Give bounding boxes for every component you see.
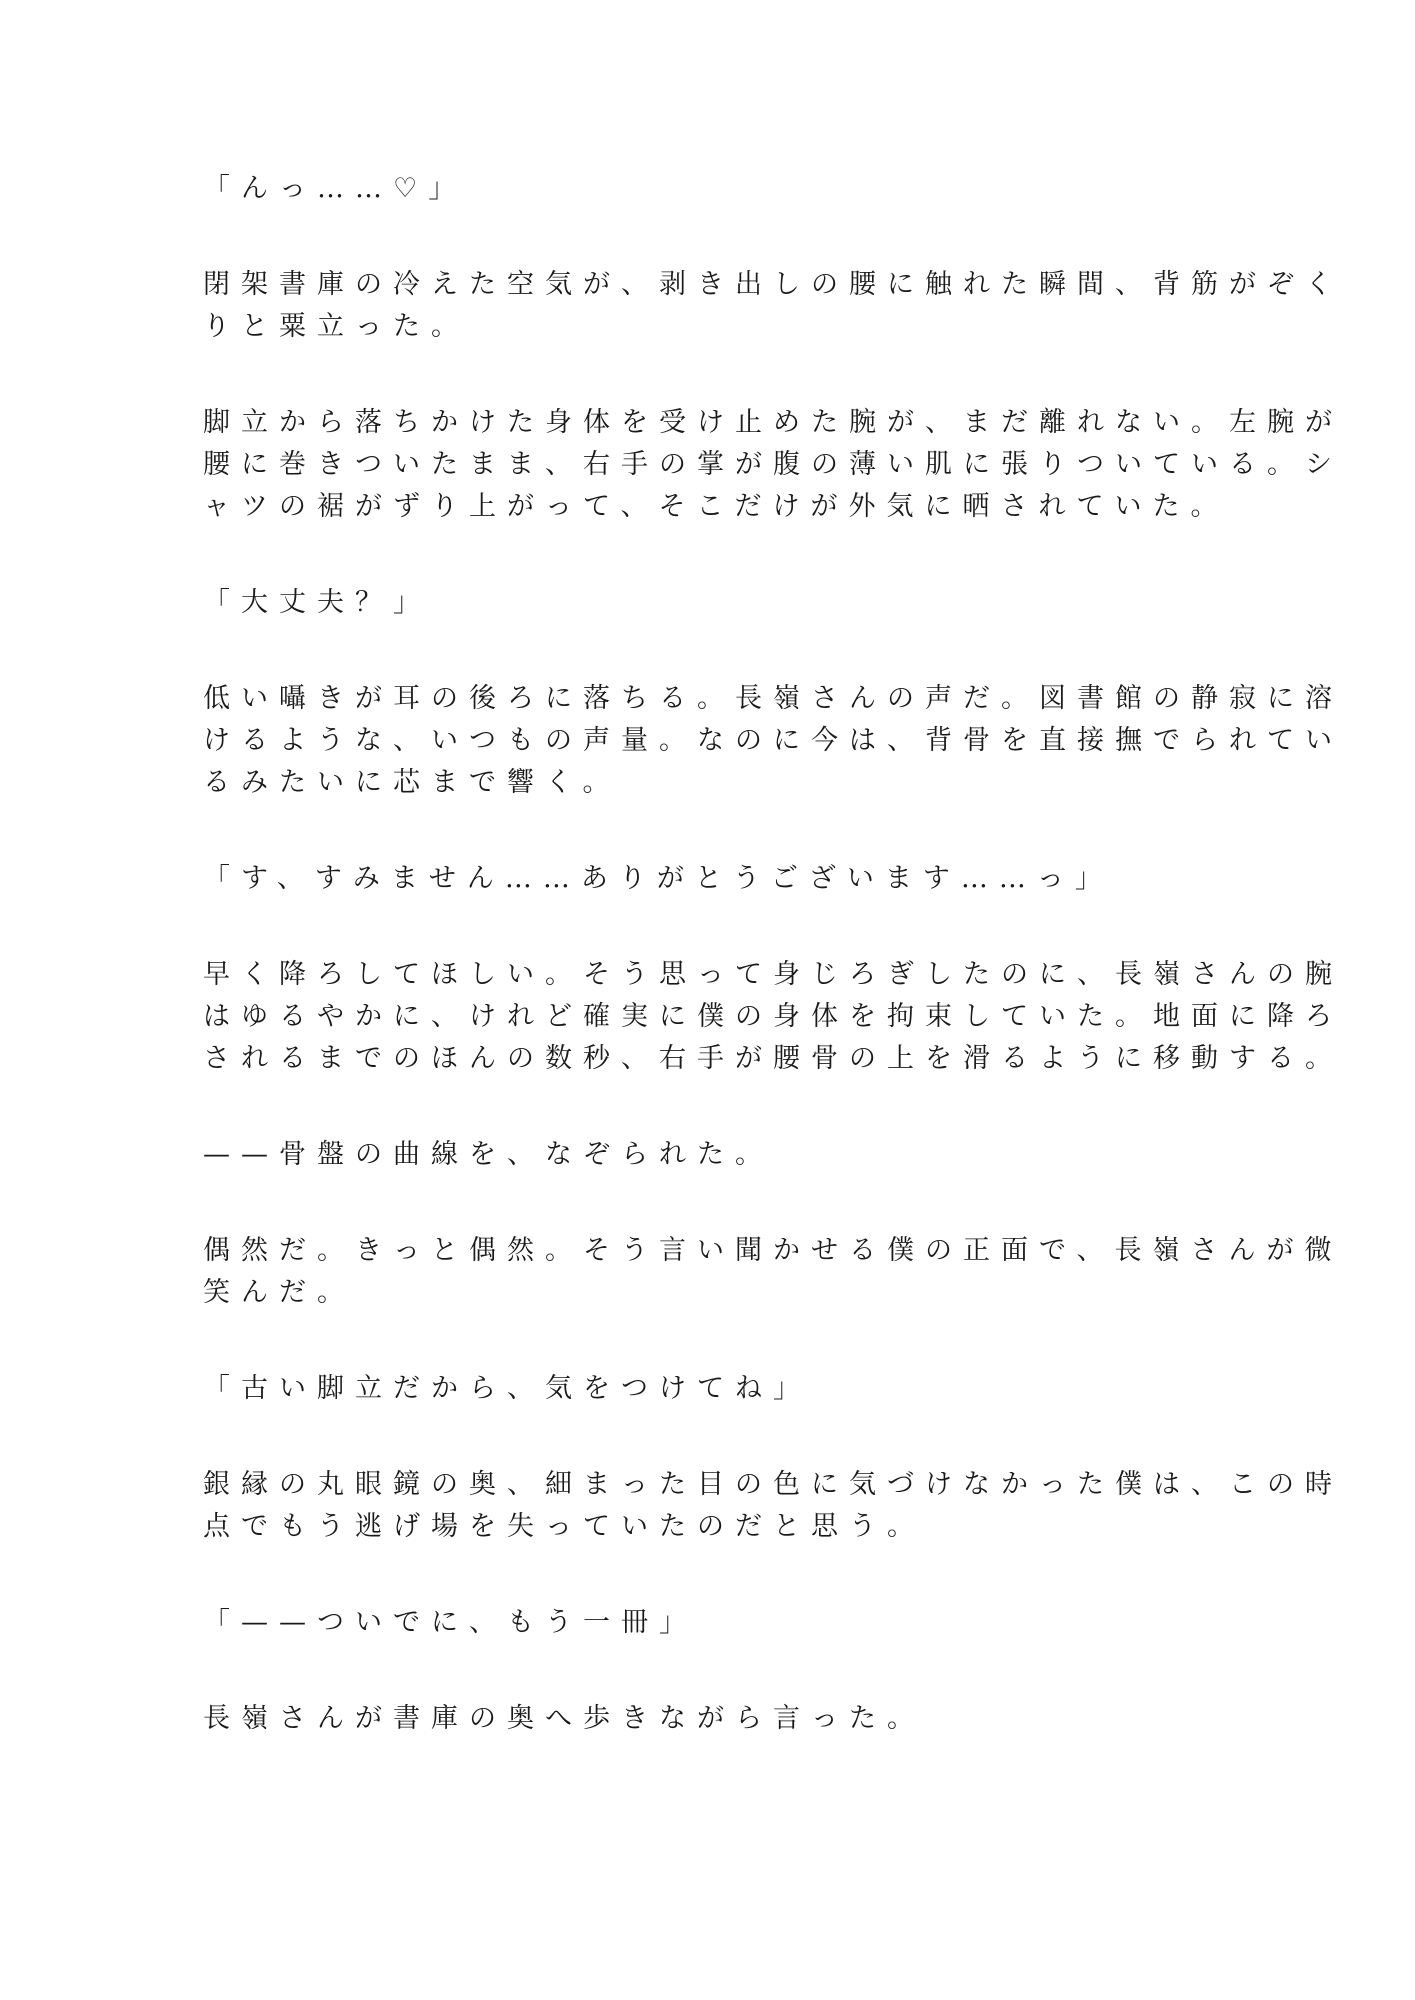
paragraph <box>203 954 1343 1080</box>
text-line: 「す、すみません……ありがとうございます……っ」 <box>203 863 1113 894</box>
text-line: 長嶺さんが書庫の奥へ歩きながら言った。 <box>203 1703 925 1734</box>
text-line: 点でもう逃げ場を失っていたのだと思う。 <box>203 1511 925 1542</box>
text-line: ャツの裾がずり上がって、そこだけが外気に晒されていた。 <box>203 491 1229 522</box>
paragraph <box>203 402 1343 528</box>
paragraph <box>203 264 1343 348</box>
paragraph <box>203 1134 1215 1176</box>
paragraph <box>203 1602 1215 1644</box>
text-line: はゆるやかに、けれど確実に僕の身体を拘束していた。地面に降ろ <box>203 1001 1343 1032</box>
text-line: 腰に巻きついたまま、右手の掌が腹の薄い肌に張りついている。シ <box>203 449 1343 480</box>
document-page <box>203 168 1343 1794</box>
text-line: りと粟立った。 <box>203 311 469 342</box>
text-line: 「——ついでに、もう一冊」 <box>203 1607 697 1638</box>
text-line: 低い囁きが耳の後ろに落ちる。長嶺さんの声だ。図書館の静寂に溶 <box>203 683 1343 714</box>
text-line: 「大丈夫？」 <box>203 587 431 618</box>
text-line: 早く降ろしてほしい。そう思って身じろぎしたのに、長嶺さんの腕 <box>203 959 1343 990</box>
text-line: けるような、いつもの声量。なのに今は、背骨を直接撫でられてい <box>203 725 1343 756</box>
text-line: ——骨盤の曲線を、なぞられた。 <box>203 1139 773 1170</box>
paragraph <box>203 858 1215 900</box>
paragraph <box>203 1368 1215 1410</box>
text-line: 銀縁の丸眼鏡の奥、細まった目の色に気づけなかった僕は、この時 <box>203 1469 1343 1500</box>
text-line: 偶然だ。きっと偶然。そう言い聞かせる僕の正面で、長嶺さんが微 <box>203 1235 1343 1266</box>
text-line: るみたいに芯まで響く。 <box>203 767 621 798</box>
paragraph <box>203 678 1343 804</box>
paragraph <box>203 1464 1343 1548</box>
text-line: 笑んだ。 <box>203 1277 355 1308</box>
text-line: 閉架書庫の冷えた空気が、剥き出しの腰に触れた瞬間、背筋がぞく <box>203 269 1343 300</box>
text-line: 「んっ……♡」 <box>203 173 467 204</box>
paragraph <box>203 1698 1215 1740</box>
text-line: 脚立から落ちかけた身体を受け止めた腕が、まだ離れない。左腕が <box>203 407 1343 438</box>
paragraph <box>203 1230 1343 1314</box>
paragraph <box>203 168 1215 210</box>
paragraph <box>203 582 1215 624</box>
text-line: されるまでのほんの数秒、右手が腰骨の上を滑るように移動する。 <box>203 1043 1343 1074</box>
text-line: 「古い脚立だから、気をつけてね」 <box>203 1373 811 1404</box>
